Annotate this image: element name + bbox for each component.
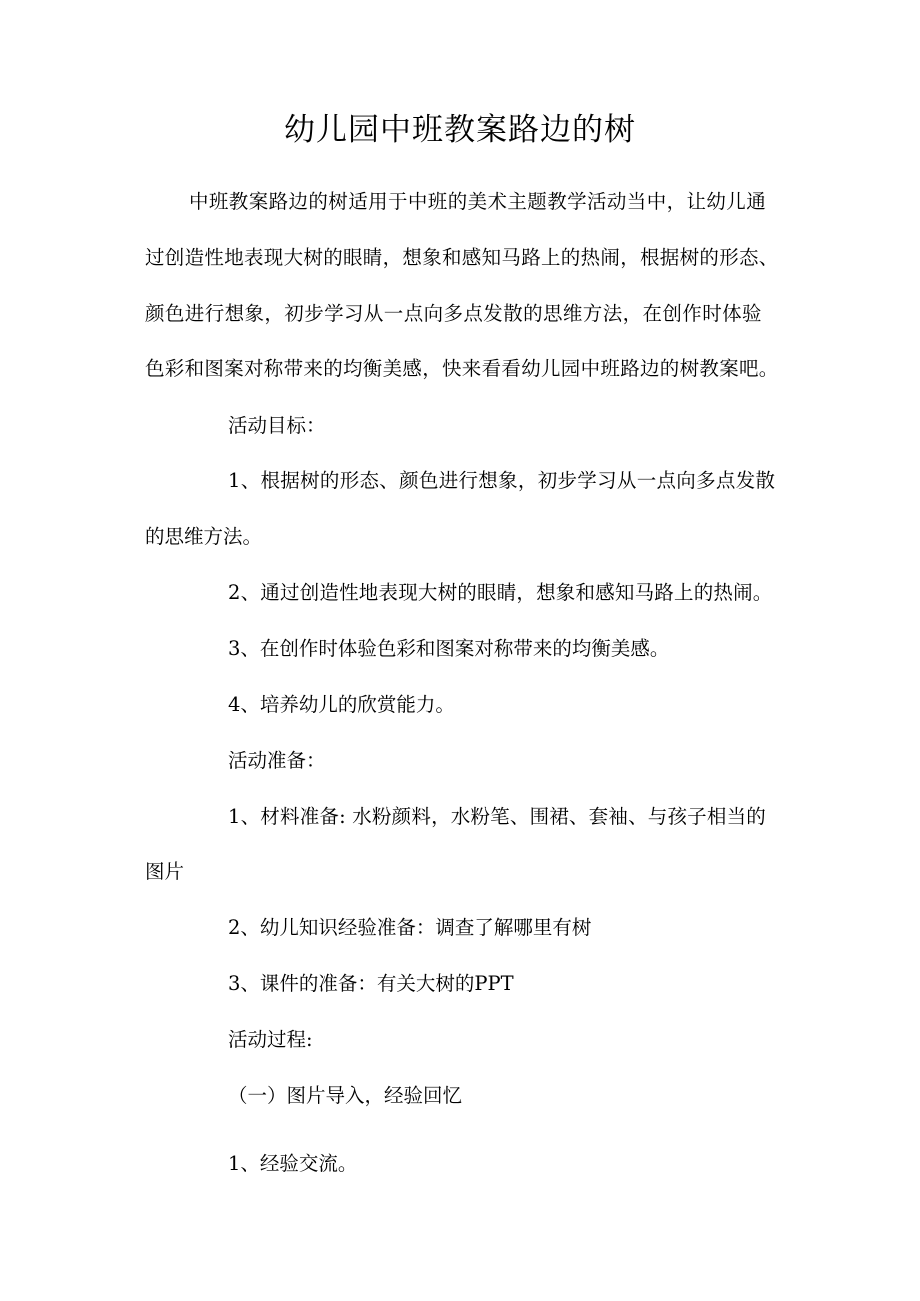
goal-1-line-1: 1、根据树的形态、颜色进行想象，初步学习从一点向多点发散: [228, 469, 776, 492]
prep-1-line-2: 图片: [145, 860, 185, 883]
intro-line-1: 中班教案路边的树适用于中班的美术主题教学活动当中，让幼儿通: [189, 190, 767, 213]
prep-2: 2、幼儿知识经验准备：调查了解哪里有树: [228, 916, 592, 939]
goal-3: 3、在创作时体验色彩和图案对称带来的均衡美感。: [228, 637, 670, 660]
process-step-heading: （一）图片导入，经验回忆: [228, 1084, 463, 1107]
section-heading-goals: 活动目标：: [228, 414, 326, 437]
goal-1-line-2: 的思维方法。: [145, 525, 263, 548]
intro-line-2: 过创造性地表现大树的眼睛，想象和感知马路上的热闹，根据树的形态、: [145, 246, 779, 269]
intro-line-4: 色彩和图案对称带来的均衡美感，快来看看幼儿园中班路边的树教案吧。: [145, 357, 779, 380]
intro-line-3: 颜色进行想象，初步学习从一点向多点发散的思维方法，在创作时体验: [145, 302, 762, 325]
section-heading-preparation: 活动准备：: [228, 749, 326, 772]
goal-4: 4、培养幼儿的欣赏能力。: [228, 693, 455, 716]
document-title: 幼儿园中班教案路边的树: [284, 112, 636, 148]
goal-2: 2、通过创造性地表现大树的眼睛，想象和感知马路上的热闹。: [228, 581, 773, 604]
section-heading-process: 活动过程:: [228, 1028, 313, 1051]
process-item-1: 1、经验交流。: [228, 1152, 358, 1175]
prep-1-line-1: 1、材料准备: 水粉颜料，水粉笔、围裙、套袖、与孩子相当的: [228, 805, 766, 828]
prep-3: 3、课件的准备：有关大树的PPT: [228, 972, 514, 995]
